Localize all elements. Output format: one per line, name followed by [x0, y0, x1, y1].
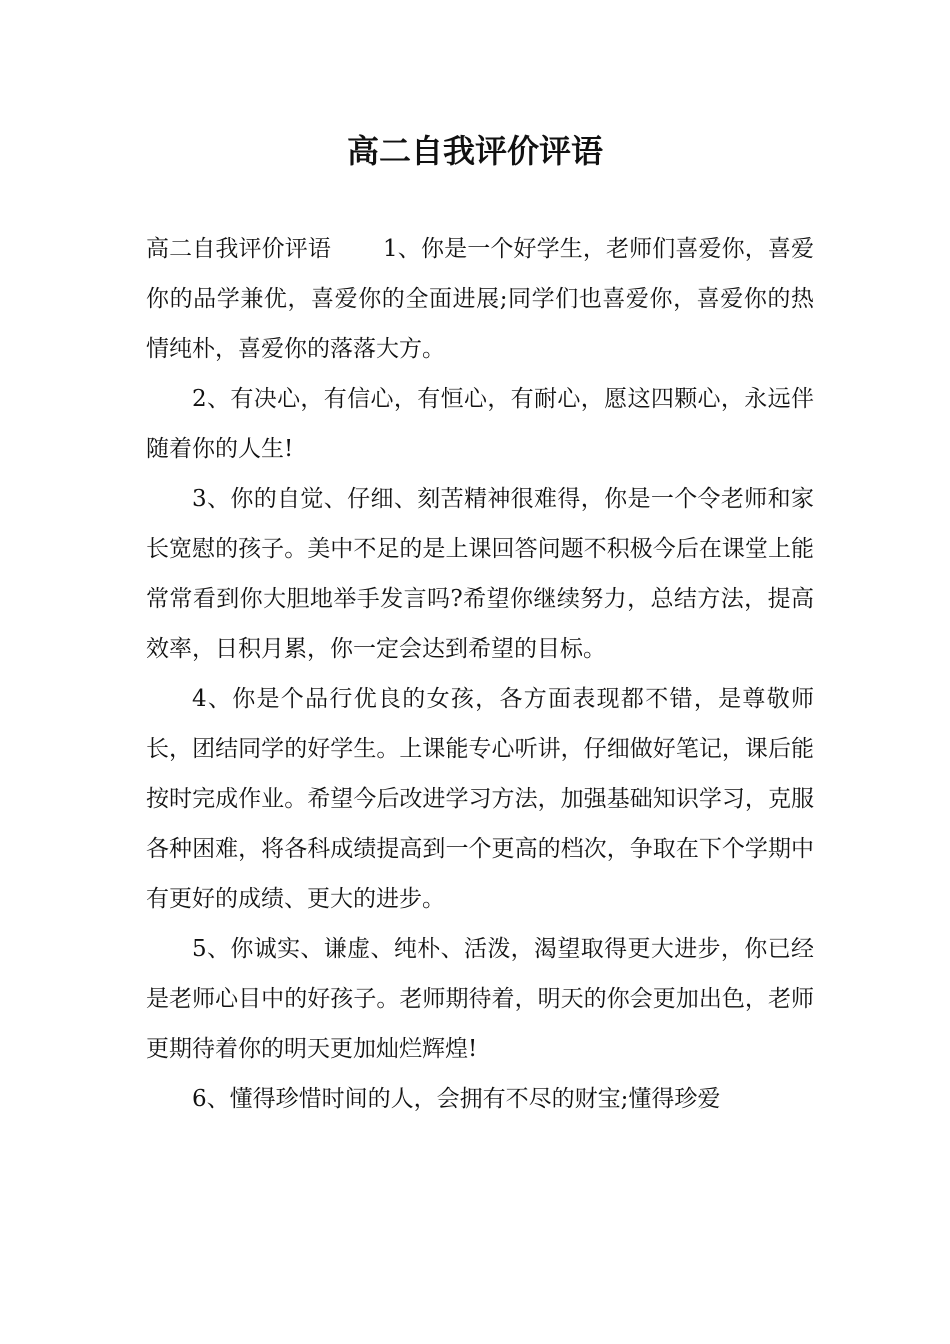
paragraph-6: 6、懂得珍惜时间的人，会拥有不尽的财宝;懂得珍爱: [192, 1086, 721, 1112]
document-body: [146, 224, 814, 1124]
paragraph-4: 4、你是个品行优良的女孩，各方面表现都不错，是尊敬师长，团结同学的好学生。上课能专心听讲，仔细做好笔记，课后能按时完成作业。希望今后改进学习方法，加强基础知识学习，克服各种困难，将各科成绩提高到一个更高的档次，争取在下个学期中有更好的成绩、更大的进步。: [146, 686, 814, 912]
document-title: 高二自我评价评语: [346, 132, 603, 170]
paragraph-2: 2、有决心，有信心，有恒心，有耐心，愿这四颗心，永远伴随着你的人生!: [146, 386, 814, 462]
paragraph-1: [146, 224, 814, 374]
paragraph-5: 5、你诚实、谦虚、纯朴、活泼，渴望取得更大进步，你已经是老师心目中的好孩子。老师期待着，明天的你会更加出色，老师更期待着你的明天更加灿烂辉煌!: [146, 936, 814, 1062]
paragraph-3: 3、你的自觉、仔细、刻苦精神很难得，你是一个令老师和家长宽慰的孩子。美中不足的是上课回答问题不积极今后在课堂上能常常看到你大胆地举手发言吗?希望你继续努力，总结方法，提高效率，日积月累，你一定会达到希望的目标。: [146, 486, 814, 662]
paragraph-1-text: 1、你是一个好学生，老师们喜爱你，喜爱你的品学兼优，喜爱你的全面进展;同学们也喜爱你，喜爱你的热情纯朴，喜爱你的落落大方。: [146, 236, 815, 362]
intro-label: 高二自我评价评语: [146, 236, 332, 262]
